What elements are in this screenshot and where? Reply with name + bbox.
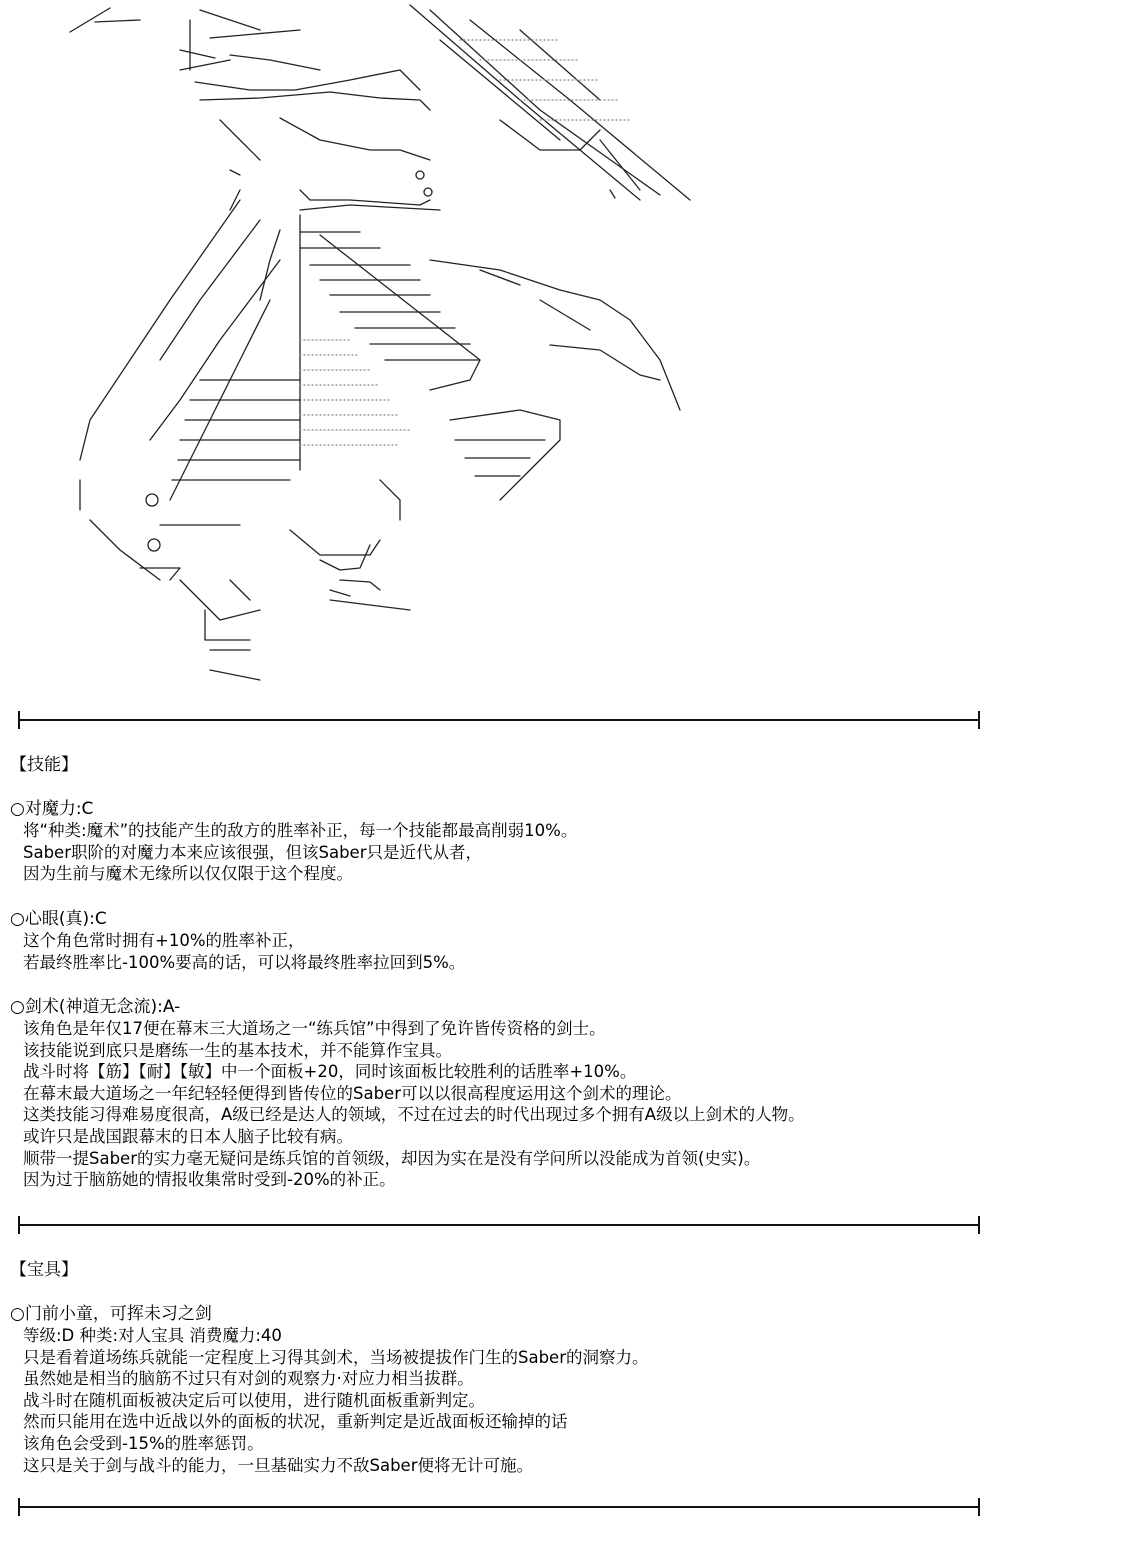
skill-desc-swordsmanship: [23, 1018, 805, 1191]
text-line: 若最终胜率比-100%要高的话，可以将最终胜率拉回到5%。: [23, 952, 466, 972]
divider-line: [18, 1506, 980, 1508]
divider-cap-left: [18, 711, 20, 729]
ascii-art-illustration: [0, 0, 700, 700]
skill-title-swordsmanship: ○剑术(神道无念流):A-: [10, 997, 181, 1017]
divider-line: [18, 719, 980, 721]
text-line: 这只是关于剑与战斗的能力，一旦基础实力不敌Saber便将无计可施。: [23, 1455, 533, 1475]
text-line: 这个角色常时拥有+10%的胜率补正，: [23, 931, 305, 950]
skill-title-magic-resistance: ○对魔力:C: [10, 799, 94, 819]
text-line: Saber职阶的对魔力本来应该很强，但该Saber只是近代从者，: [23, 842, 482, 862]
text-line: 然而只能用在选中近战以外的面板的状况，重新判定是近战面板还输掉的话: [23, 1412, 568, 1432]
divider-cap-right: [978, 1498, 980, 1516]
noble-phantasm-heading: 【宝具】: [10, 1260, 78, 1280]
skill-desc-mind-eye: [23, 930, 465, 973]
text-line: 该角色会受到-15%的胜率惩罚。: [23, 1433, 264, 1453]
text-line: 顺带一提Saber的实力毫无疑问是练兵馆的首领级，却因为实在是没有学问所以没能成为首领(史实)。: [23, 1148, 761, 1168]
skills-heading: 【技能】: [10, 755, 78, 775]
divider-middle: [18, 1216, 980, 1234]
text-line: 虽然她是相当的脑筋不过只有对剑的观察力·对应力相当拔群。: [23, 1369, 474, 1389]
text-line: 战斗时将【筋】【耐】【敏】中一个面板+20，同时该面板比较胜利的话胜率+10%。: [23, 1062, 637, 1082]
divider-top: [18, 711, 980, 729]
text-line: 只是看着道场练兵就能一定程度上习得其剑术，当场被提拔作门生的Saber的洞察力。: [23, 1347, 649, 1367]
divider-cap-right: [978, 711, 980, 729]
divider-cap-left: [18, 1216, 20, 1234]
text-line: 等级:D 种类:对人宝具 消费魔力:40: [23, 1326, 282, 1345]
text-line: 该角色是年仅17便在幕末三大道场之一“练兵馆”中得到了免许皆传资格的剑士。: [23, 1019, 606, 1038]
text-line: 因为过于脑筋她的情报收集常时受到-20%的补正。: [23, 1170, 396, 1190]
text-line: 将“种类:魔术”的技能产生的敌方的胜率补正，每一个技能都最高削弱10%。: [23, 821, 578, 840]
divider-line: [18, 1224, 980, 1226]
noble-phantasm-desc: [23, 1325, 649, 1476]
text-line: 因为生前与魔术无缘所以仅仅限于这个程度。: [23, 864, 353, 884]
text-line: 或许只是战国跟幕末的日本人脑子比较有病。: [23, 1126, 353, 1146]
skill-desc-magic-resistance: [23, 820, 577, 885]
text-line: 在幕末最大道场之一年纪轻轻便得到皆传位的Saber可以以很高程度运用这个剑术的理论。: [23, 1083, 682, 1103]
text-line: 战斗时在随机面板被决定后可以使用，进行随机面板重新判定。: [23, 1390, 485, 1410]
divider-cap-right: [978, 1216, 980, 1234]
text-line: 该技能说到底只是磨练一生的基本技术，并不能算作宝具。: [23, 1040, 452, 1060]
skill-title-mind-eye: ○心眼(真):C: [10, 909, 107, 929]
divider-cap-left: [18, 1498, 20, 1516]
divider-bottom: [18, 1498, 980, 1516]
text-line: 这类技能习得难易度很高，A级已经是达人的领域，不过在过去的时代出现过多个拥有A级以上剑术的人物。: [23, 1105, 805, 1125]
noble-phantasm-title: ○门前小童，可挥未习之剑: [10, 1304, 212, 1324]
